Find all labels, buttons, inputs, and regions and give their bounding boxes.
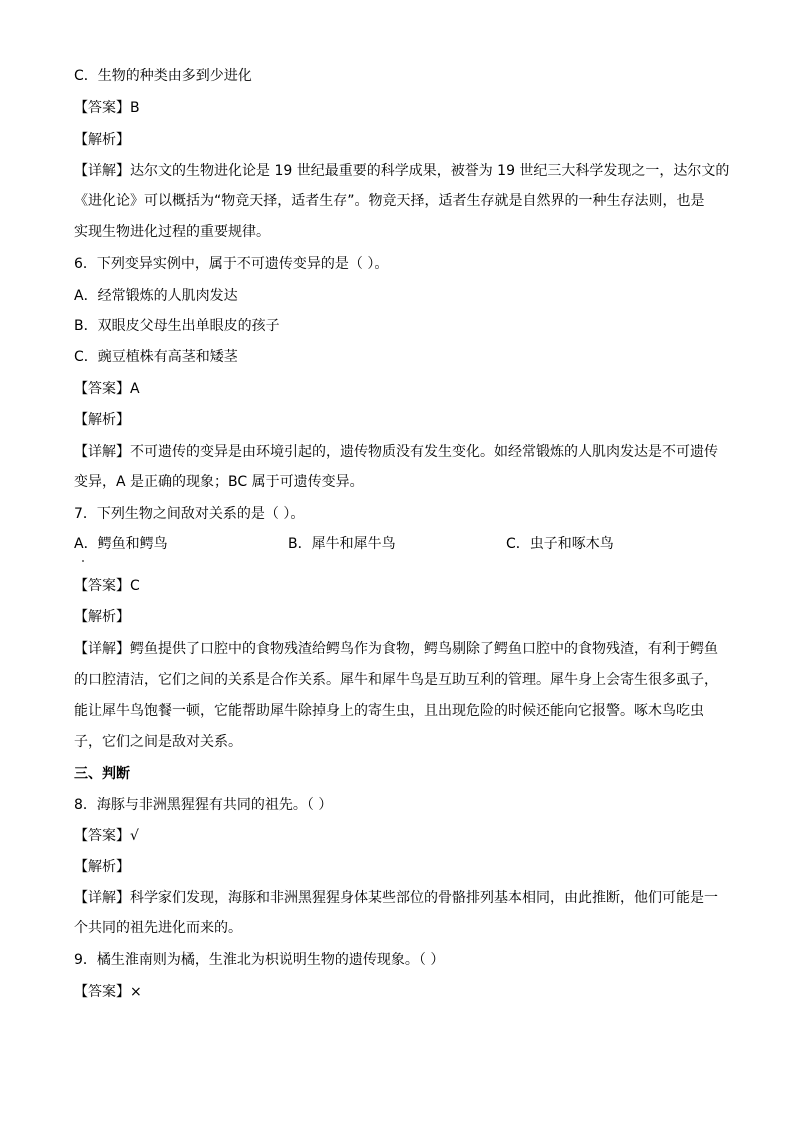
q7-explanation-line-2: 的口腔清洁，它们之间的关系是合作关系。犀牛和犀牛鸟是互助互利的管理。犀牛身上会寄生很多虱子，: [74, 672, 718, 688]
q9-question: 9．橘生淮南则为橘，生淮北为枳说明生物的遗传现象。（ ）: [74, 952, 445, 968]
q5-explanation-line-2: 《进化论》可以概括为“物竞天择，适者生存”。物竞天择，适者生存就是自然界的一种生存法则，也是: [74, 193, 705, 209]
q7-option-a: A．鳄鱼和鳄鸟: [74, 536, 168, 552]
q6-option-c: C．豌豆植株有高茎和矮茎: [74, 349, 238, 365]
q5-explanation-line-1: 【详解】达尔文的生物进化论是 19 世纪最重要的科学成果，被誉为 19 世纪三大科学发现之一，达尔文的: [74, 163, 730, 179]
section-heading-judgement: 三、判断: [74, 766, 130, 782]
q5-answer: 【答案】B: [74, 100, 140, 116]
q5-option-c: C．生物的种类由多到少进化: [74, 68, 252, 84]
q7-analysis-label: 【解析】: [74, 609, 130, 625]
q7-explanation-line-3: 能让犀牛鸟饱餐一顿，它能帮助犀牛除掉身上的寄生虫，且出现危险的时候还能向它报警。啄木鸟吃虫: [74, 703, 704, 719]
q8-answer: 【答案】√: [74, 828, 139, 844]
q7-option-c: C．虫子和啄木鸟: [506, 536, 614, 552]
q6-answer: 【答案】A: [74, 381, 140, 397]
q5-analysis-label: 【解析】: [74, 132, 130, 148]
stray-dot-mark: [82, 560, 84, 562]
q8-explanation-line-1: 【详解】科学家们发现，海豚和非洲黑猩猩身体某些部位的骨骼排列基本相同，由此推断，他们可能是一: [74, 890, 718, 906]
q6-explanation-line-1: 【详解】不可遗传的变异是由环境引起的，遗传物质没有发生变化。如经常锻炼的人肌肉发达是不可遗传: [74, 444, 718, 460]
q5-explanation-line-3: 实现生物进化过程的重要规律。: [74, 224, 270, 240]
q6-option-a: A．经常锻炼的人肌肉发达: [74, 288, 238, 304]
q7-explanation-line-1: 【详解】鳄鱼提供了口腔中的食物残渣给鳄鸟作为食物，鳄鸟剔除了鳄鱼口腔中的食物残渣，有利于鳄鱼: [74, 641, 718, 657]
q8-analysis-label: 【解析】: [74, 859, 130, 875]
q6-option-b: B．双眼皮父母生出单眼皮的孩子: [74, 318, 280, 334]
q7-question: 7．下列生物之间敌对关系的是（ ）。: [74, 506, 305, 522]
q6-question: 6．下列变异实例中，属于不可遗传变异的是（ ）。: [74, 256, 389, 272]
q7-explanation-line-4: 子，它们之间是敌对关系。: [74, 734, 242, 750]
q6-analysis-label: 【解析】: [74, 412, 130, 428]
q7-answer: 【答案】C: [74, 578, 140, 594]
q6-explanation-line-2: 变异，A 是正确的现象；BC 属于可遗传变异。: [74, 474, 364, 490]
q8-question: 8．海豚与非洲黑猩猩有共同的祖先。（ ）: [74, 797, 333, 813]
q7-option-b: B．犀牛和犀牛鸟: [288, 536, 396, 552]
q8-explanation-line-2: 个共同的祖先进化而来的。: [74, 920, 242, 936]
q9-answer: 【答案】×: [74, 984, 142, 1000]
